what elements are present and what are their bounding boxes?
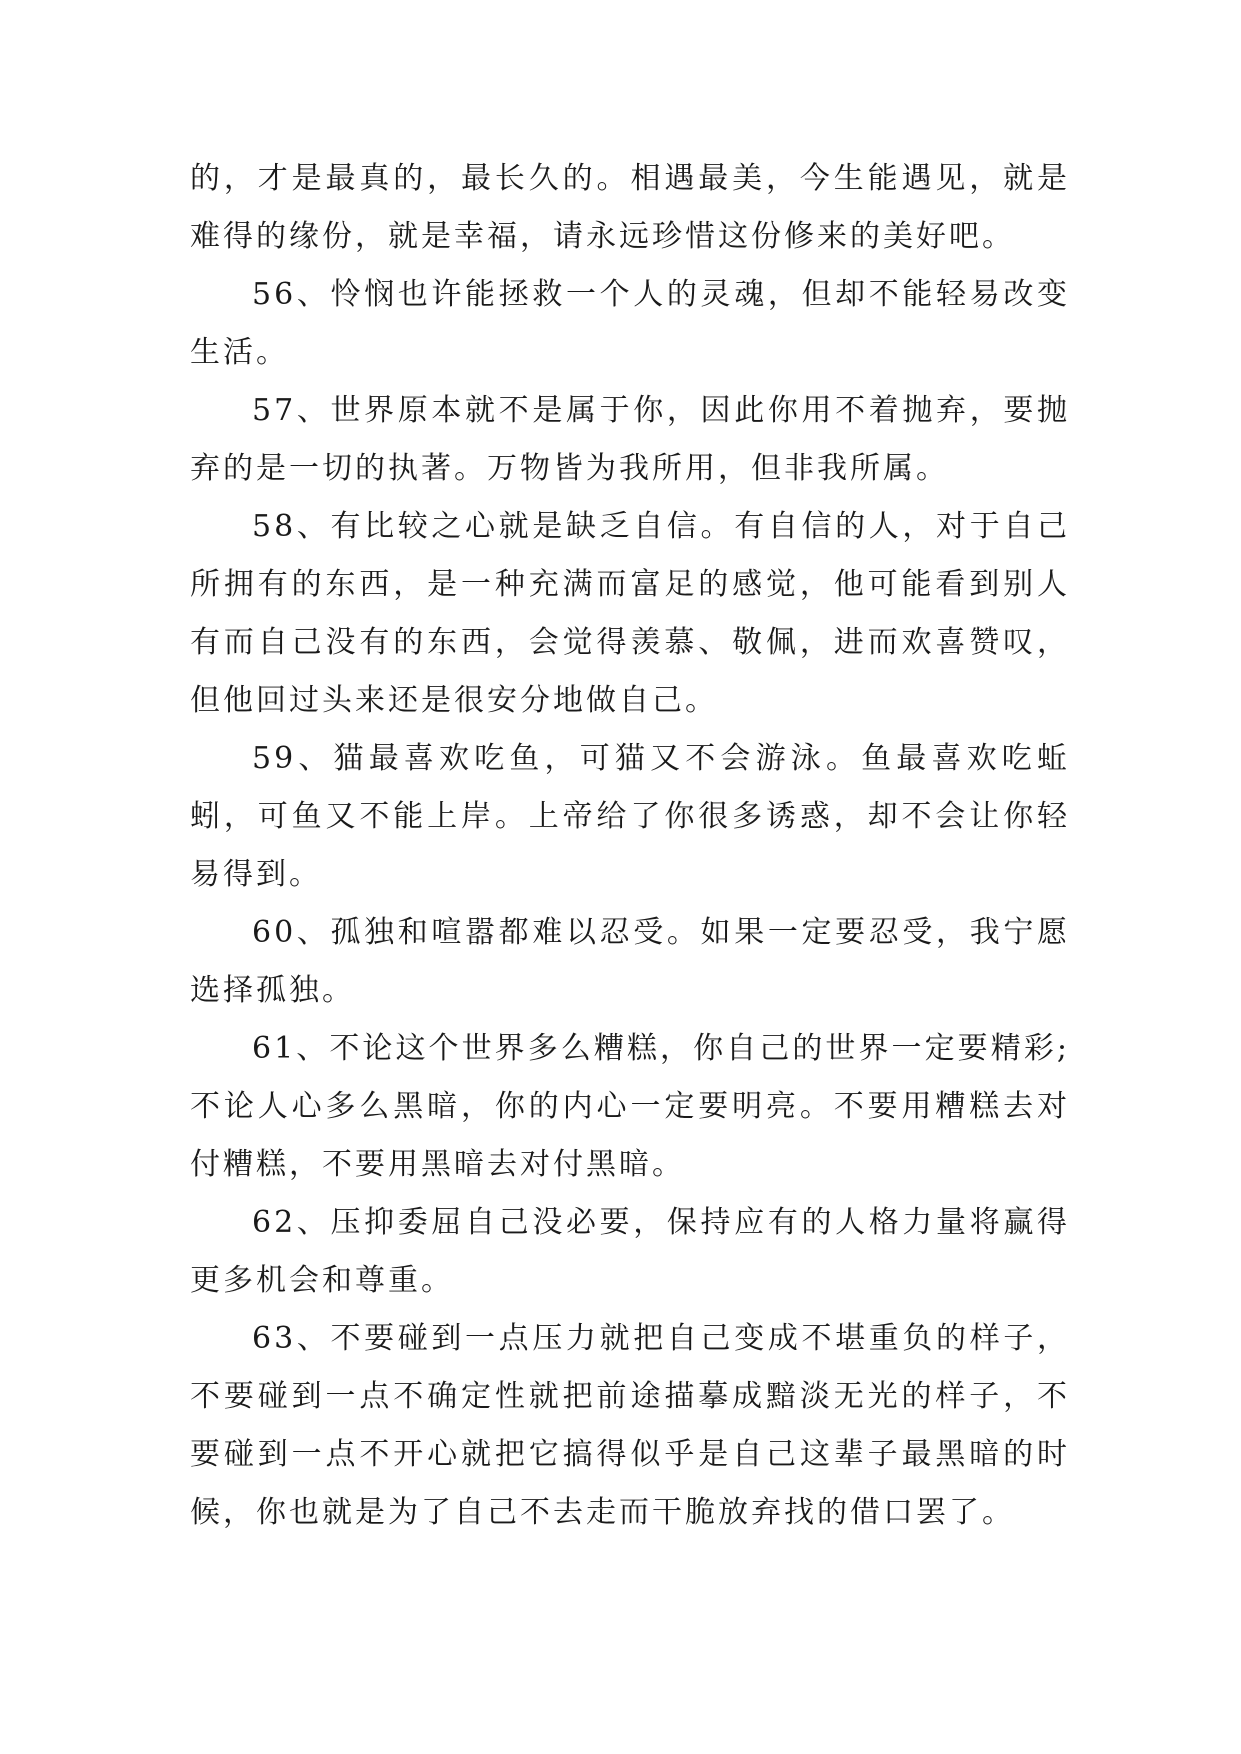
paragraph-58: 58、有比较之心就是缺乏自信。有自信的人，对于自己所拥有的东西，是一种充满而富足的感觉，他可能看到别人有而自己没有的东西，会觉得羡慕、敬佩，进而欢喜赞叹，但他回过头来还是很安分地做自己。 — [190, 509, 1070, 718]
document-body — [190, 150, 1070, 1542]
paragraph-63: 63、不要碰到一点压力就把自己变成不堪重负的样子，不要碰到一点不确定性就把前途描摹成黯淡无光的样子，不要碰到一点不开心就把它搞得似乎是自己这辈子最黑暗的时候，你也就是为了自己不去走而干脆放弃找的借口罢了。 — [190, 1321, 1070, 1530]
paragraph-61: 61、不论这个世界多么糟糕，你自己的世界一定要精彩;不论人心多么黑暗，你的内心一定要明亮。不要用糟糕去对付糟糕，不要用黑暗去对付黑暗。 — [190, 1031, 1070, 1182]
paragraph-continuation: 的，才是最真的，最长久的。相遇最美，今生能遇见，就是难得的缘份，就是幸福，请永远珍惜这份修来的美好吧。 — [190, 161, 1070, 254]
paragraph-57: 57、世界原本就不是属于你，因此你用不着抛弃，要抛弃的是一切的执著。万物皆为我所用，但非我所属。 — [190, 393, 1070, 486]
paragraph-56: 56、怜悯也许能拯救一个人的灵魂，但却不能轻易改变生活。 — [190, 277, 1070, 370]
paragraph-60: 60、孤独和喧嚣都难以忍受。如果一定要忍受，我宁愿选择孤独。 — [190, 915, 1070, 1008]
paragraph-59: 59、猫最喜欢吃鱼，可猫又不会游泳。鱼最喜欢吃蚯蚓，可鱼又不能上岸。上帝给了你很多诱惑，却不会让你轻易得到。 — [190, 741, 1070, 892]
paragraph-62: 62、压抑委屈自己没必要，保持应有的人格力量将赢得更多机会和尊重。 — [190, 1205, 1070, 1298]
